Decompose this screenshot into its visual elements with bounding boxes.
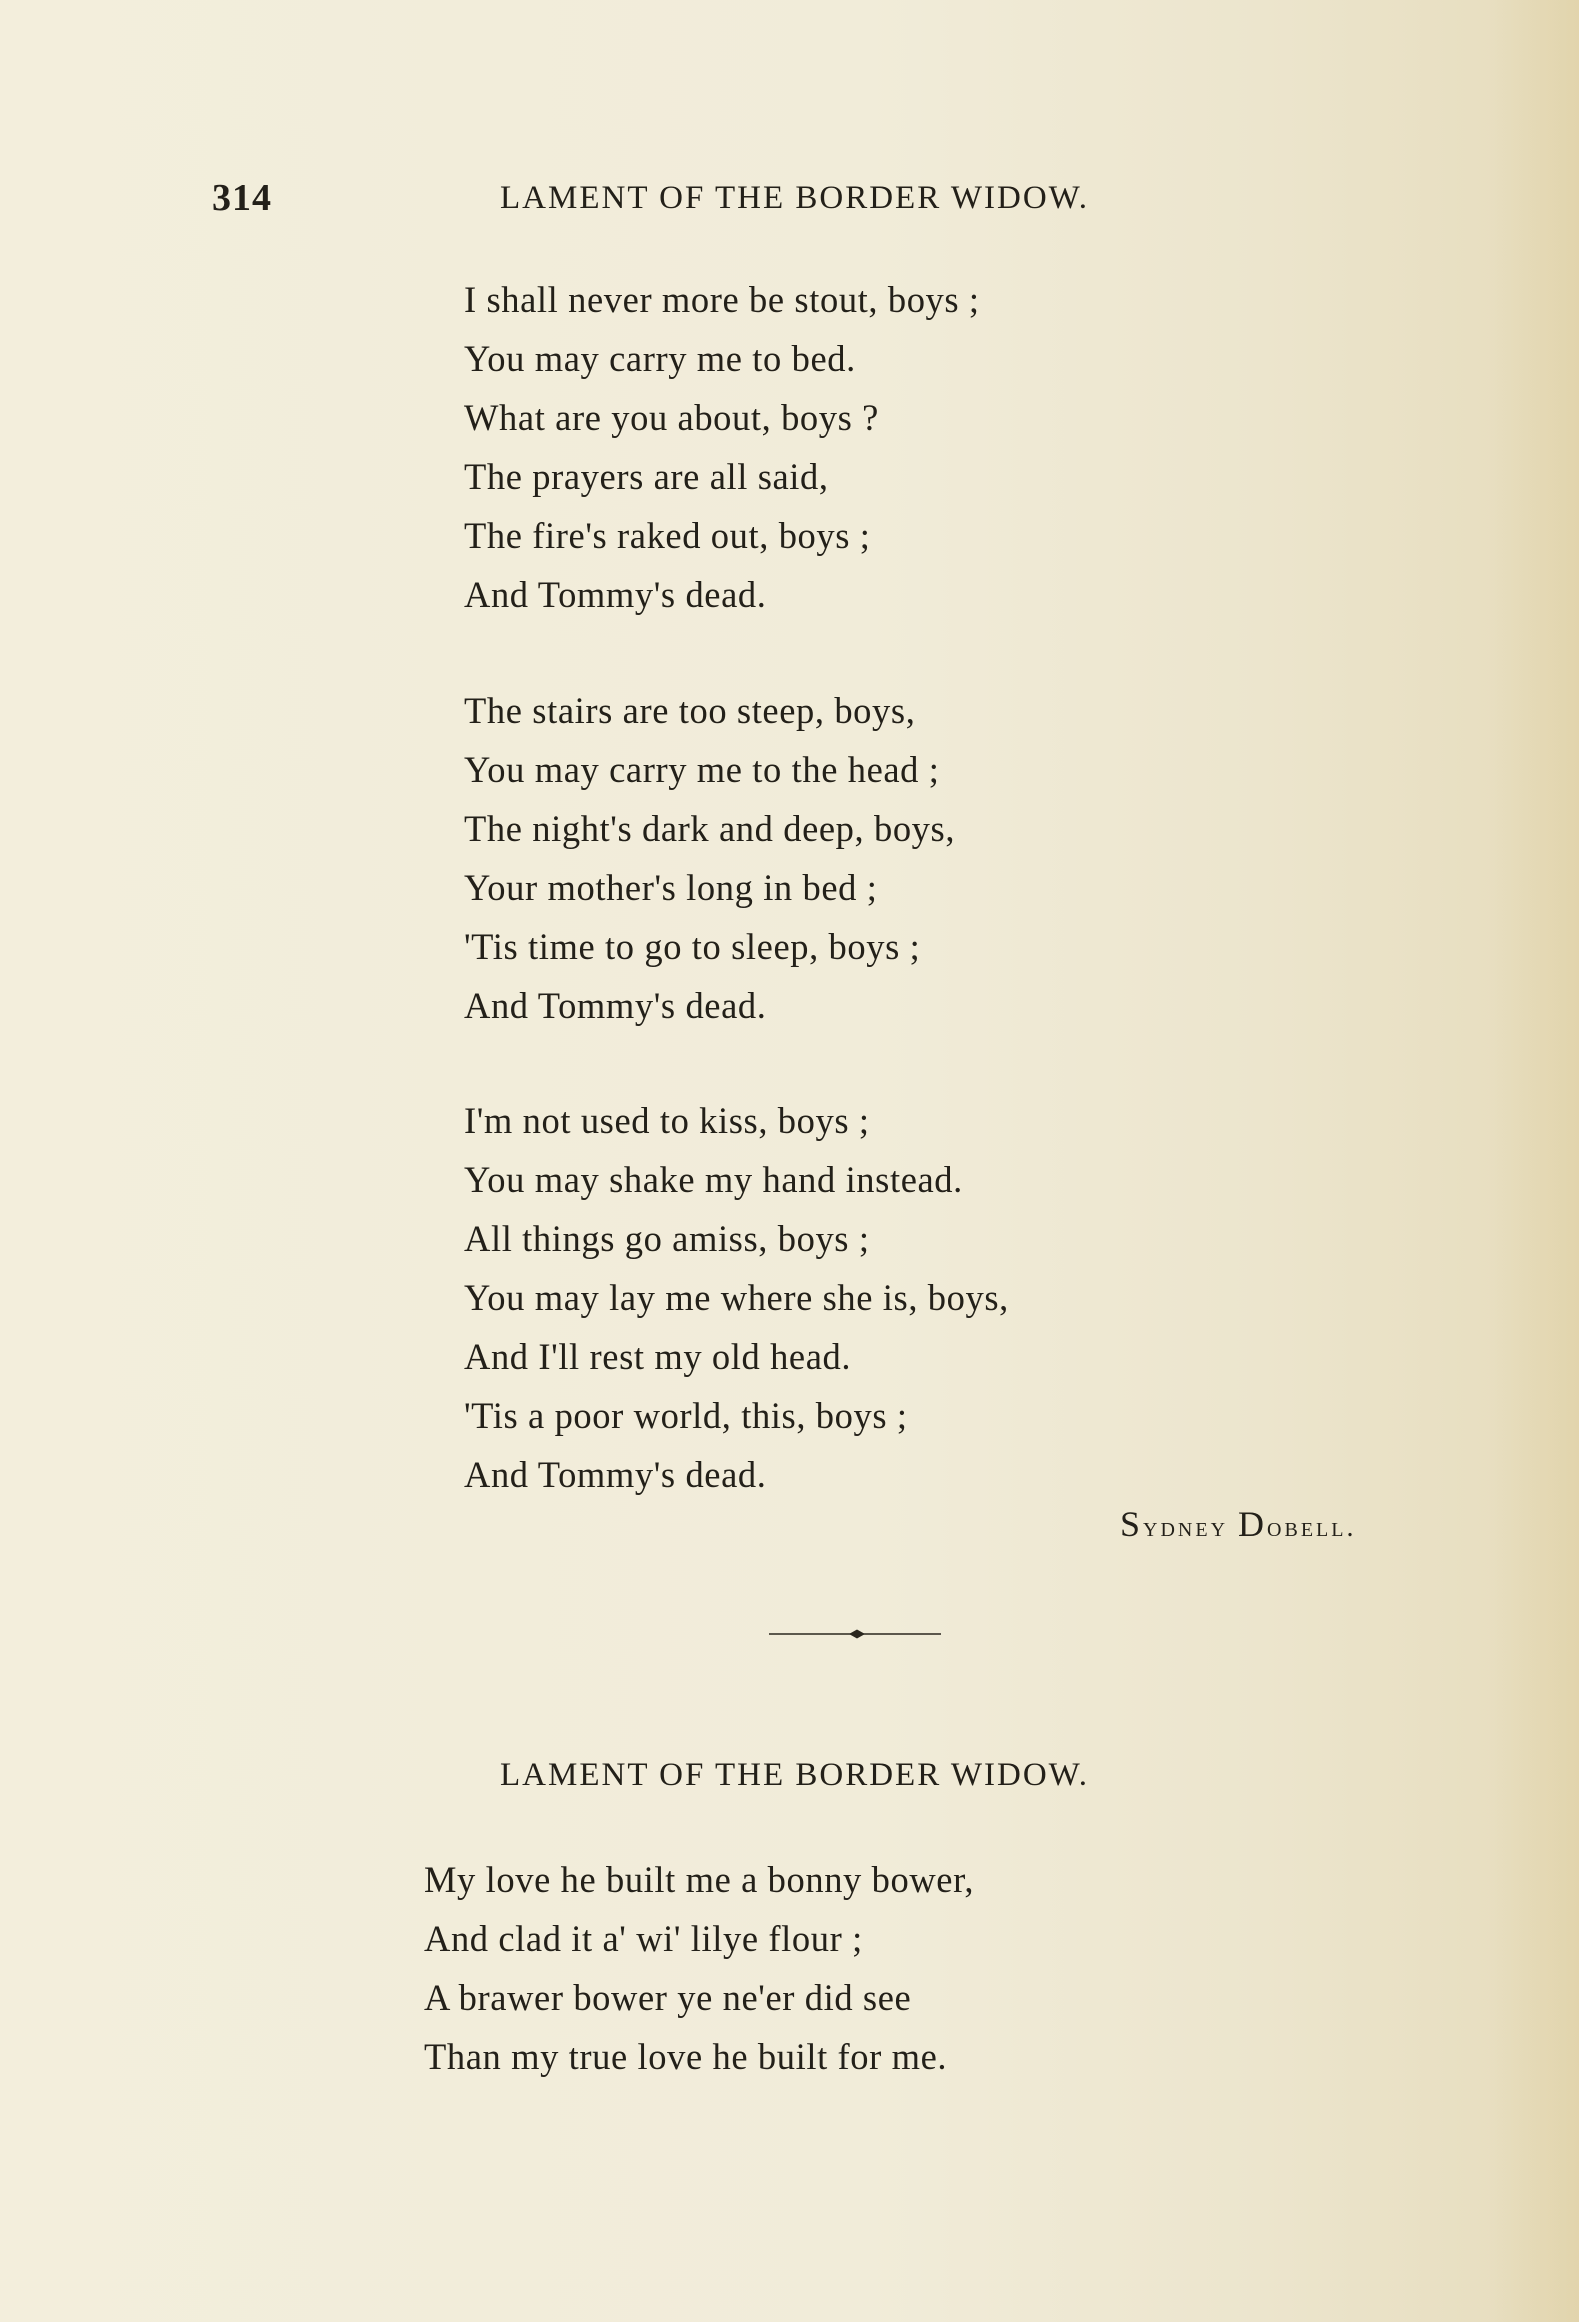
page-number: 314	[212, 177, 272, 219]
verse-line: The fire's raked out, boys ;	[464, 515, 871, 556]
verse-line: I'm not used to kiss, boys ;	[464, 1100, 870, 1141]
running-title: LAMENT OF THE BORDER WIDOW.	[500, 180, 1090, 216]
author-first-rest: ydney	[1143, 1512, 1229, 1543]
verse-line: My love he built me a bonny bower,	[424, 1859, 975, 1900]
verse-line: 'Tis a poor world, this, boys ;	[464, 1395, 908, 1436]
verse-line: Than my true love he built for me.	[424, 2036, 948, 2077]
verse-line: 'Tis time to go to sleep, boys ;	[464, 926, 921, 967]
stanza-3	[464, 1091, 1009, 1504]
verse-line: The night's dark and deep, boys,	[464, 808, 956, 849]
verse-line: You may shake my hand instead.	[464, 1159, 963, 1200]
stanza-2	[464, 681, 955, 1035]
verse-line: And I'll rest my old head.	[464, 1336, 852, 1377]
verse-line: All things go amiss, boys ;	[464, 1218, 870, 1259]
author-attribution	[1120, 1503, 1356, 1545]
verse-line: You may carry me to the head ;	[464, 749, 940, 790]
verse-line: What are you about, boys ?	[464, 397, 879, 438]
poem-title: LAMENT OF THE BORDER WIDOW.	[500, 1757, 1090, 1793]
author-last-rest: obell.	[1267, 1512, 1357, 1543]
verse-line: A brawer bower ye ne'er did see	[424, 1977, 912, 2018]
section-divider-ornament	[765, 1626, 945, 1642]
verse-line: I shall never more be stout, boys ;	[464, 279, 980, 320]
verse-line: The prayers are all said,	[464, 456, 829, 497]
poem-2-stanza	[424, 1850, 974, 2086]
verse-line: And clad it a' wi' lilye flour ;	[424, 1918, 863, 1959]
running-header	[0, 176, 1579, 226]
verse-line: And Tommy's dead.	[464, 1454, 767, 1495]
page-edge-shadow	[1489, 0, 1579, 2322]
author-first-initial: S	[1120, 1504, 1144, 1544]
author-last-initial: D	[1238, 1504, 1268, 1544]
verse-line: You may carry me to bed.	[464, 338, 856, 379]
verse-line: The stairs are too steep, boys,	[464, 690, 916, 731]
verse-line: And Tommy's dead.	[464, 985, 767, 1026]
verse-line: You may lay me where she is, boys,	[464, 1277, 1009, 1318]
stanza-1	[464, 270, 980, 624]
verse-line: And Tommy's dead.	[464, 574, 767, 615]
verse-line: Your mother's long in bed ;	[464, 867, 878, 908]
